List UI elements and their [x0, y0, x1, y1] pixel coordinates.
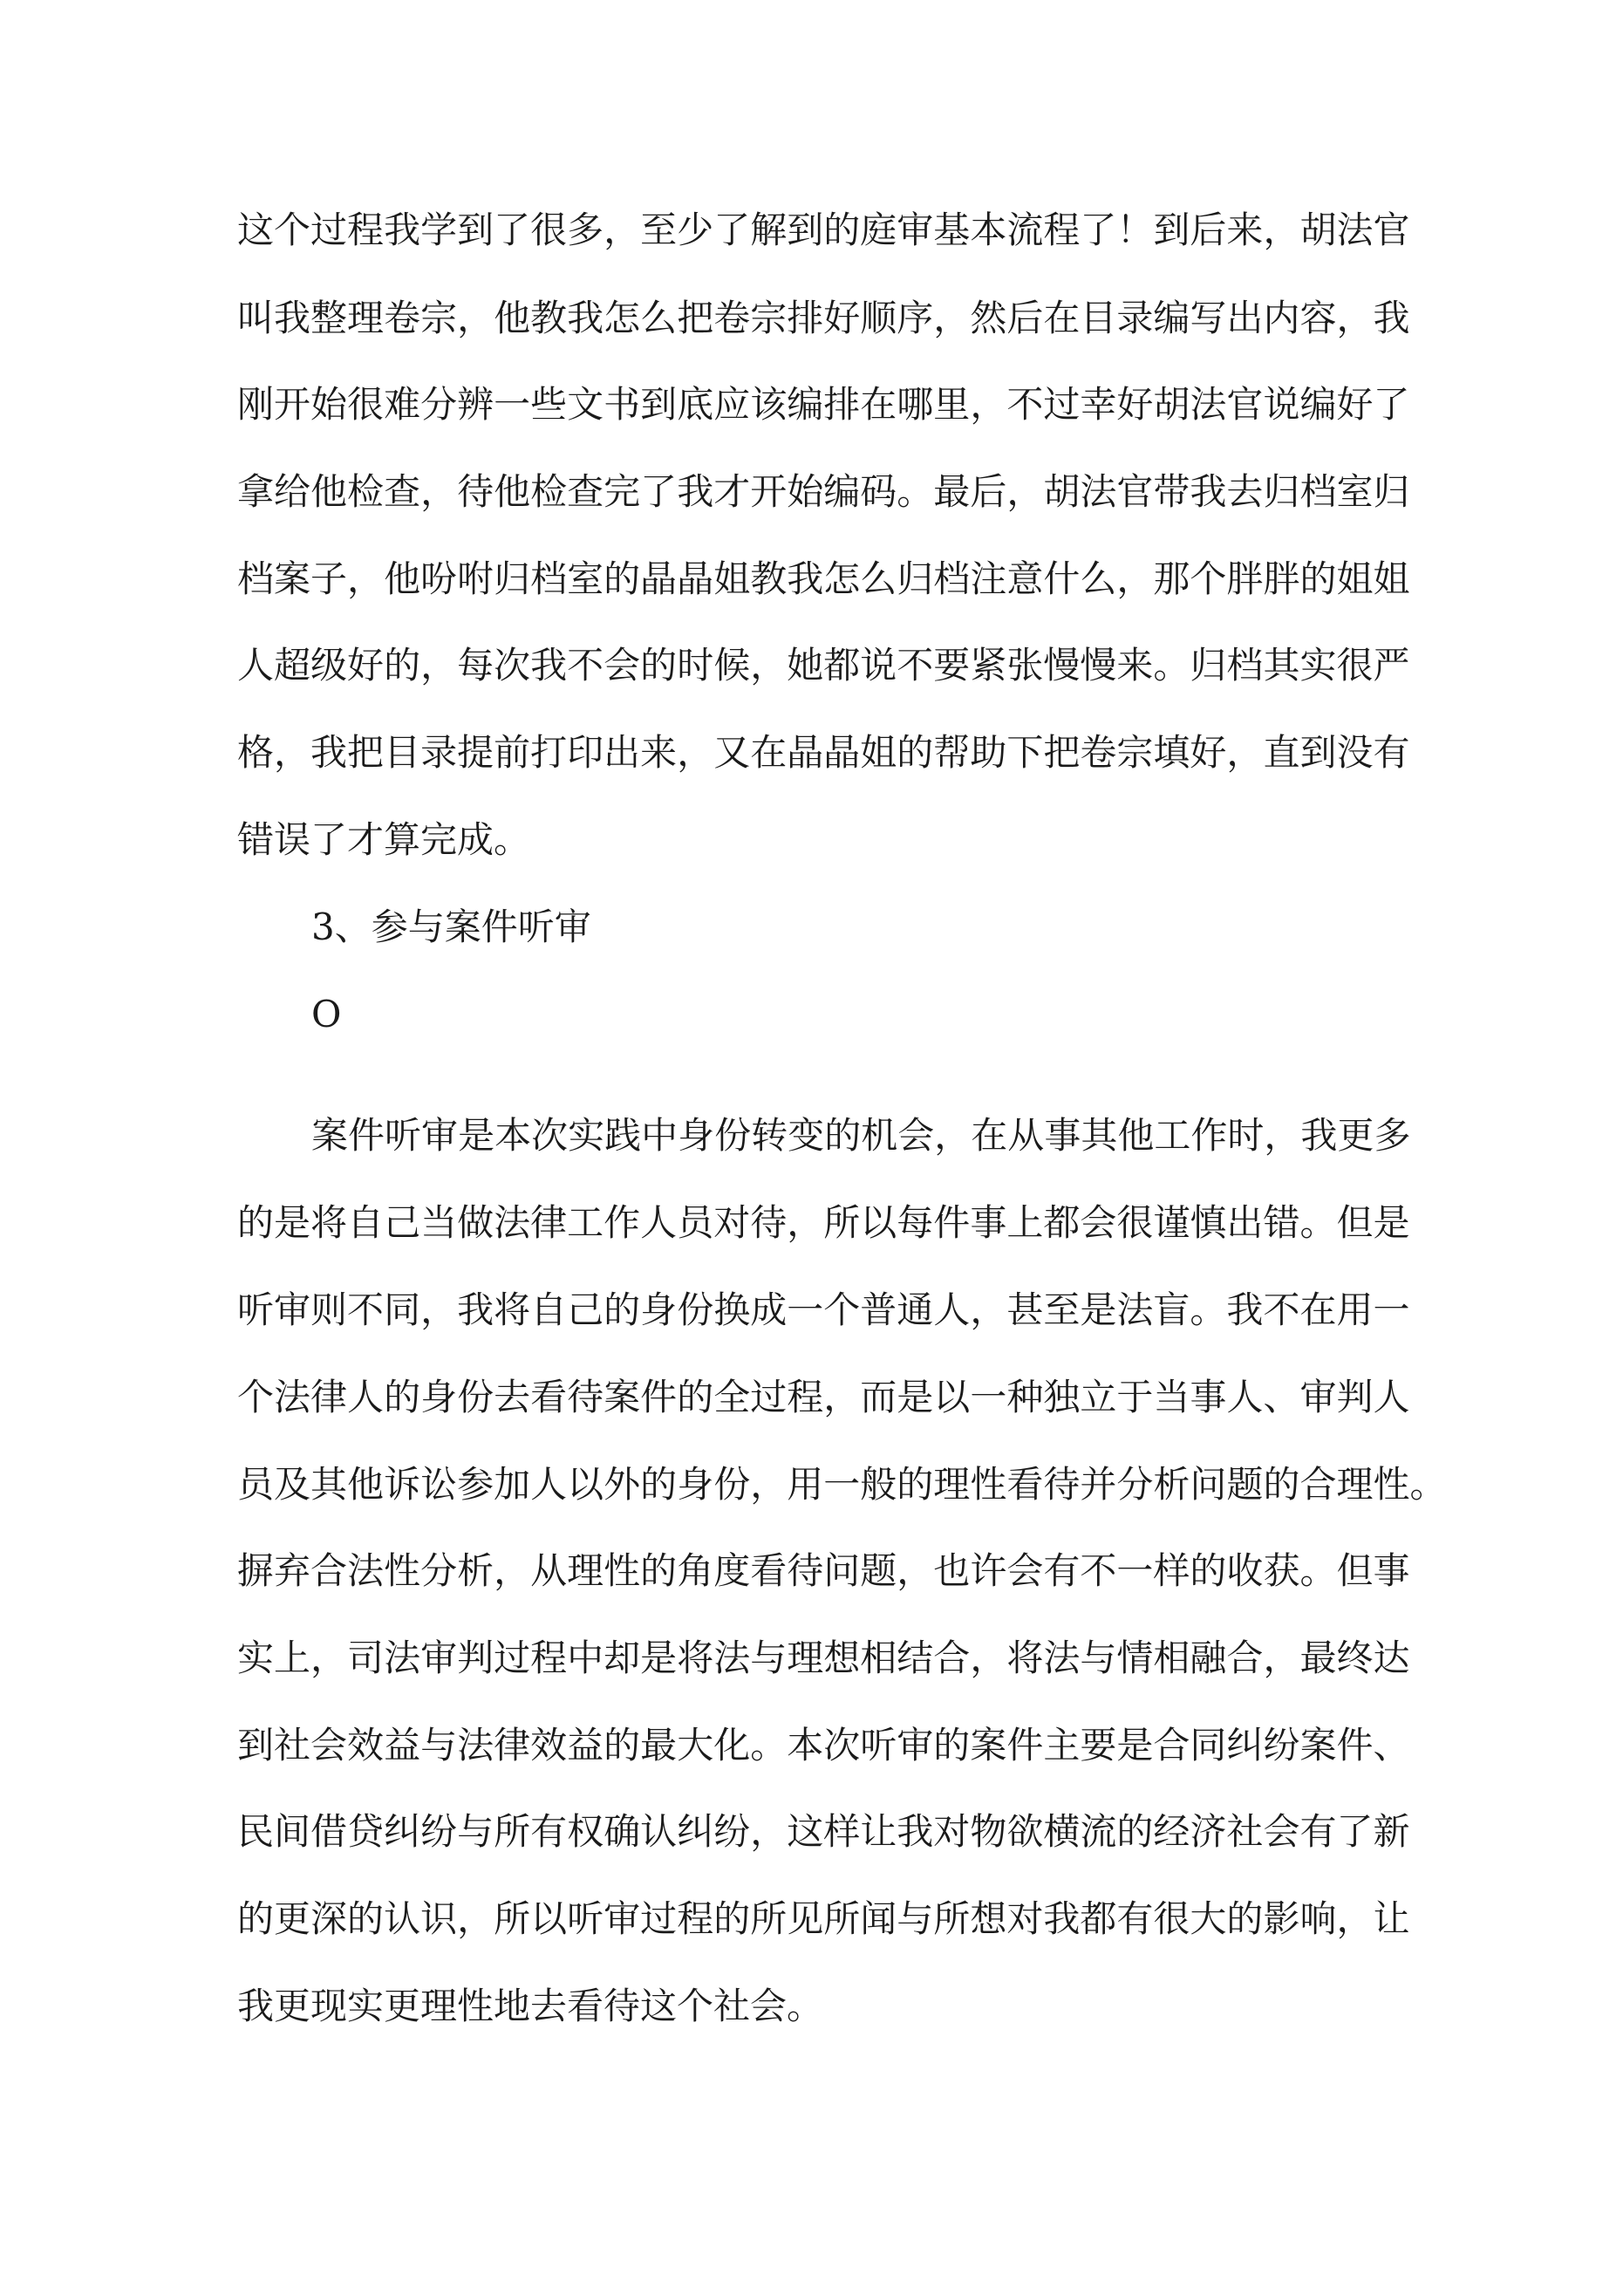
paragraph-1-line-5: 档 案 子 ， 他 吩 咐 归 档 室 的 晶 晶 姐 教 我 怎 么 归 档 注 意 什 么 ， 那 个 胖 胖 的 姐 姐	[237, 557, 1410, 600]
paragraph-1-line-2: 叫 我 整 理 卷 宗 ， 他 教 我 怎 么 把 卷 宗 排 好 顺 序 ， 然 后 在 目 录 编 写 出 内 容 ， 我	[237, 297, 1410, 339]
paragraph-2-line-6: 摒 弃 合 法 性 分 析 ， 从 理 性 的 角 度 看 待 问 题 ， 也 许 会 有 不 一 样 的 收 获 。 但 事	[237, 1549, 1410, 1592]
paragraph-2-line-3: 听 审 则 不 同 ， 我 将 自 己 的 身 份 换 成 一 个 普 通 人 ， 甚 至 是 法 盲 。 我 不 在 用 一	[237, 1288, 1410, 1331]
paragraph-1-line-1: 这 个 过 程 我 学 到 了 很 多 ， 至 少 了 解 到 的 庭 审 基 本 流 程 了 ！ 到 后 来 ， 胡 法 官	[237, 208, 1410, 251]
paragraph-2-line-11: 我更现实更理性地去看待这个社会。	[237, 1985, 824, 2027]
paragraph-2-line-8: 到 社 会 效 益 与 法 律 效 益 的 最 大 化 。 本 次 听 审 的 案 件 主 要 是 合 同 纠 纷 案 件 、	[237, 1724, 1410, 1766]
paragraph-1-line-8: 错误了才算完成。	[237, 818, 531, 861]
paragraph-2-line-4: 个 法 律 人 的 身 份 去 看 待 案 件 的 全 过 程 ， 而 是 以 一 种 独 立 于 当 事 人 、 审 判 人	[237, 1376, 1410, 1418]
paragraph-1-line-6: 人 超 级 好 的 ， 每 次 我 不 会 的 时 候 ， 她 都 说 不 要 紧 张 慢 慢 来 。 归 档 其 实 很 严	[237, 644, 1410, 687]
paragraph-2-line-7: 实 上 ， 司 法 审 判 过 程 中 却 是 将 法 与 理 想 相 结 合 ， 将 法 与 情 相 融 合 ， 最 终 达	[237, 1637, 1410, 1679]
section-heading: 3、参与案件听审	[311, 905, 591, 948]
paragraph-2-line-10: 的 更 深 的 认 识 ， 所 以 听 审 过 程 的 所 见 所 闻 与 所 想 对 我 都 有 很 大 的 影 响 ， 让	[237, 1897, 1410, 1940]
paragraph-2-line-1: 案 件 听 审 是 本 次 实 践 中 身 份 转 变 的 机 会 ， 在 从 事 其 他 工 作 时 ， 我 更 多	[311, 1114, 1411, 1157]
paragraph-1-line-7: 格 ， 我 把 目 录 提 前 打 印 出 来 ， 又 在 晶 晶 姐 的 帮 助 下 把 卷 宗 填 好 ， 直 到 没 有	[237, 731, 1410, 774]
paragraph-2-line-9: 民 间 借 贷 纠 纷 与 所 有 权 确 认 纠 纷 ， 这 样 让 我 对 物 欲 横 流 的 经 济 社 会 有 了 新	[237, 1810, 1410, 1853]
paragraph-2-line-5: 员 及 其 他 诉 讼 参 加 人 以 外 的 身 份 ， 用 一 般 的 理 性 看 待 并 分 析 问 题 的 合 理 性 。	[237, 1463, 1447, 1506]
paragraph-1-line-3: 刚 开 始 很 难 分 辨 一 些 文 书 到 底 应 该 编 排 在 哪 里 ， 不 过 幸 好 胡 法 官 说 编 好 了	[237, 383, 1410, 426]
stray-mark: O	[311, 993, 342, 1035]
paragraph-1-line-4: 拿 给 他 检 查 ， 待 他 检 查 完 了 我 才 开 始 编 码 。 最 后 ， 胡 法 官 带 我 去 归 档 室 归	[237, 470, 1410, 513]
paragraph-2-line-2: 的 是 将 自 己 当 做 法 律 工 作 人 员 对 待 ， 所 以 每 件 事 上 都 会 很 谨 慎 出 错 。 但 是	[237, 1201, 1410, 1244]
